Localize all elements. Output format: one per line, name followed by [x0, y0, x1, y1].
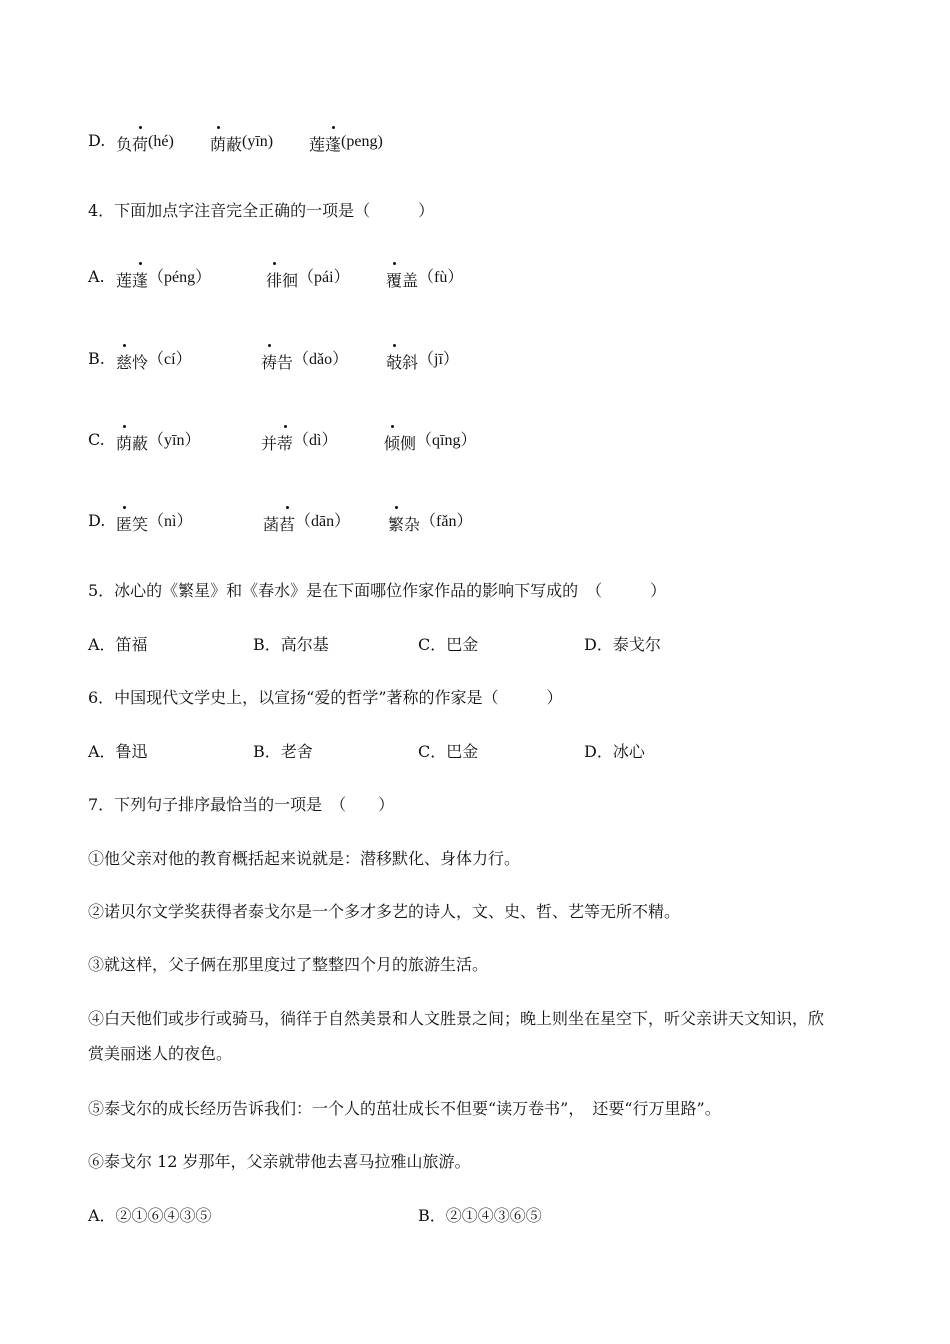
q5-option-a: A．笛福 — [88, 635, 148, 654]
q6-stem: 6．中国现代文学史上，以宣扬“爱的哲学”著称的作家是（ ） — [88, 688, 563, 707]
q4d-item-2: 菡萏（dān） — [263, 513, 351, 534]
q4a-item-3: 覆盖（fù） — [386, 269, 464, 290]
q7-sentence-3: ③就这样，父子俩在那里度过了整整四个月的旅游生活。 — [88, 955, 489, 974]
q7-sentence-2: ②诺贝尔文学奖获得者泰戈尔是一个多才多艺的诗人，文、史、哲、艺等无所不精。 — [88, 902, 681, 921]
q4a-item-2: 徘徊（pái） — [266, 269, 350, 290]
q7-sentence-6: ⑥泰戈尔 12 岁那年，父亲就带他去喜马拉雅山旅游。 — [88, 1152, 471, 1171]
q3-option-d: D. 负荷(hé) 荫蔽(yīn) 莲蓬(peng) — [88, 131, 383, 154]
q4c-item-3: 倾侧（qīng） — [384, 432, 477, 453]
q3d-item-2: 荫蔽(yīn) — [210, 133, 274, 154]
q7-sentence-1: ①他父亲对他的教育概括起来说就是：潜移默化、身体力行。 — [88, 849, 521, 868]
q5-option-c: C．巴金 — [418, 635, 479, 654]
q3d-item-1: 负荷(hé) — [116, 133, 174, 154]
q5-option-b: B．高尔基 — [253, 635, 329, 654]
q4-option-d: D. 匿笑（nì） 菡萏（dān） 繁杂（fǎn） — [88, 511, 473, 534]
q6-option-b: B．老舍 — [253, 742, 313, 761]
q6-option-d: D．冰心 — [584, 742, 645, 761]
q4c-item-1: 荫蔽（yīn） — [116, 432, 201, 453]
q4d-item-1: 匿笑（nì） — [116, 513, 193, 534]
q4-option-a: A. 莲蓬（péng） 徘徊（pái） 覆盖（fù） — [88, 267, 464, 290]
q5-stem: 5．冰心的《繁星》和《春水》是在下面哪位作家作品的影响下写成的 （ ） — [88, 581, 667, 600]
q7-sentence-4: ④白天他们或步行或骑马，徜徉于自然美景和人文胜景之间；晚上则坐在星空下，听父亲讲天文知识，欣 — [88, 1009, 825, 1028]
q4-stem: 4．下面加点字注音完全正确的一项是（ ） — [88, 201, 435, 220]
q7-option-a: A．②①⑥④③⑤ — [88, 1206, 212, 1225]
q6-option-c: C．巴金 — [418, 742, 479, 761]
q4-option-b: B. 慈怜（cí） 祷告（dǎo） 攲斜（jī） — [88, 349, 459, 372]
q4a-item-1: 莲蓬（péng） — [116, 269, 212, 290]
q4b-item-1: 慈怜（cí） — [116, 351, 192, 372]
q4b-item-2: 祷告（dǎo） — [261, 351, 349, 372]
q7-option-b: B．②①④③⑥⑤ — [418, 1206, 542, 1225]
q4c-item-2: 并蒂（dì） — [261, 432, 338, 453]
q4d-item-3: 繁杂（fǎn） — [388, 513, 473, 534]
q4-option-c: C. 荫蔽（yīn） 并蒂（dì） 倾侧（qīng） — [88, 430, 477, 453]
q7-sentence-4-cont: 赏美丽迷人的夜色。 — [88, 1044, 233, 1063]
q5-option-d: D．泰戈尔 — [584, 635, 661, 654]
q7-sentence-5: ⑤泰戈尔的成长经历告诉我们：一个人的茁壮成长不但要“读万卷书”， 还要“行万里路”。 — [88, 1099, 721, 1118]
q7-stem: 7．下列句子排序最恰当的一项是 （ ） — [88, 795, 395, 814]
q6-option-a: A．鲁迅 — [88, 742, 148, 761]
q3d-item-3: 莲蓬(peng) — [309, 133, 383, 154]
q4b-item-3: 攲斜（jī） — [386, 351, 459, 372]
